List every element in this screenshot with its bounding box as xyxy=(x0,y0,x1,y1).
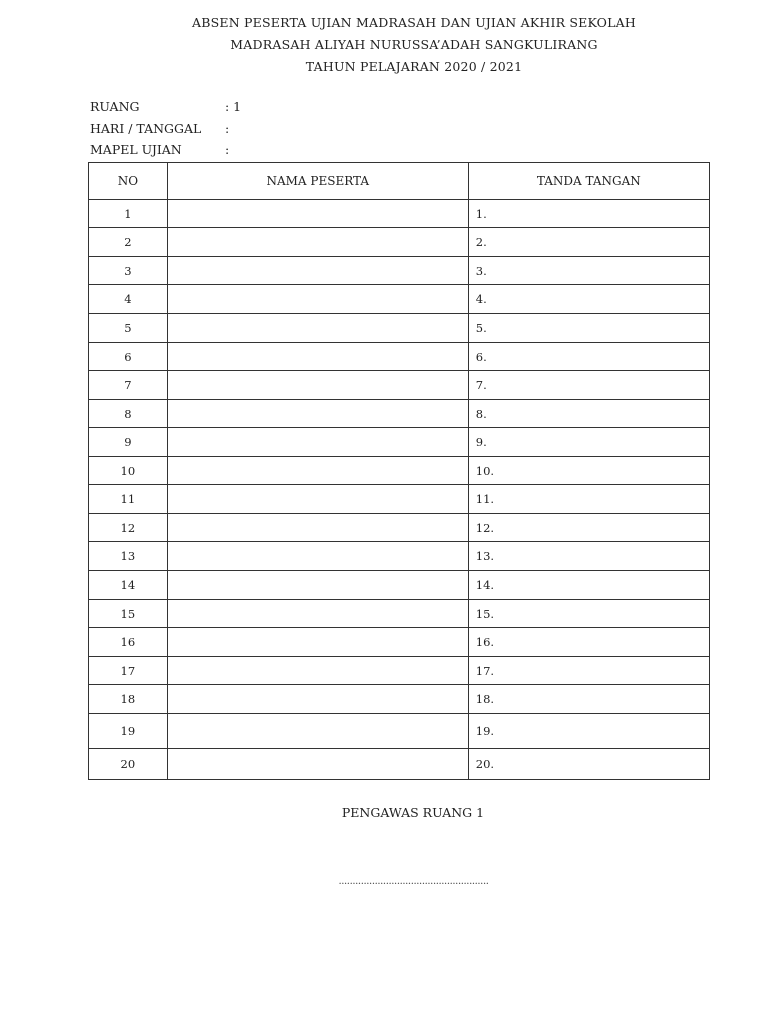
tanda-tangan-cell[interactable]: 18. xyxy=(468,685,709,714)
tanda-tangan-cell[interactable]: 6. xyxy=(468,343,709,371)
table-row xyxy=(89,485,710,514)
table-row xyxy=(89,628,710,657)
nama-peserta-cell[interactable] xyxy=(167,200,468,228)
nama-peserta-cell[interactable] xyxy=(167,343,468,371)
tanda-tangan-cell[interactable]: 10. xyxy=(468,457,709,485)
row-number: 16 xyxy=(89,628,168,657)
hari-tanggal-label: HARI / TANGGAL xyxy=(90,120,202,136)
table-row xyxy=(89,400,710,428)
row-number: 11 xyxy=(89,485,168,514)
table-row xyxy=(89,542,710,571)
table-row xyxy=(89,457,710,485)
nama-peserta-cell[interactable] xyxy=(167,314,468,343)
tanda-tangan-cell[interactable]: 8. xyxy=(468,400,709,428)
table-row xyxy=(89,749,710,780)
ruang-row xyxy=(90,96,241,118)
row-number: 15 xyxy=(89,600,168,628)
mapel-ujian-row xyxy=(90,139,241,161)
header-title: ABSEN PESERTA UJIAN MADRASAH DAN UJIAN AKHIR SEKOLAH xyxy=(192,15,636,30)
signature-line: ...................................................... xyxy=(338,876,489,887)
tanda-tangan-cell[interactable]: 12. xyxy=(468,514,709,542)
tanda-tangan-cell[interactable]: 5. xyxy=(468,314,709,343)
row-number: 4 xyxy=(89,285,168,314)
table-row xyxy=(89,600,710,628)
row-number: 1 xyxy=(89,200,168,228)
row-number: 5 xyxy=(89,314,168,343)
row-number: 6 xyxy=(89,343,168,371)
table-header-row xyxy=(89,163,710,200)
header-school-name: MADRASAH ALIYAH NURUSSA’ADAH SANGKULIRANG xyxy=(230,37,598,52)
nama-peserta-cell[interactable] xyxy=(167,457,468,485)
row-number: 8 xyxy=(89,400,168,428)
nama-peserta-cell[interactable] xyxy=(167,657,468,685)
row-number: 13 xyxy=(89,542,168,571)
tanda-tangan-cell[interactable]: 19. xyxy=(468,714,709,749)
hari-tanggal-value: : xyxy=(225,120,230,136)
nama-peserta-cell[interactable] xyxy=(167,485,468,514)
table-row xyxy=(89,685,710,714)
tanda-tangan-cell[interactable]: 7. xyxy=(468,371,709,400)
nama-peserta-cell[interactable] xyxy=(167,628,468,657)
nama-peserta-cell[interactable] xyxy=(167,600,468,628)
nama-peserta-cell[interactable] xyxy=(167,400,468,428)
row-number: 18 xyxy=(89,685,168,714)
nama-peserta-cell[interactable] xyxy=(167,514,468,542)
tanda-tangan-cell[interactable]: 15. xyxy=(468,600,709,628)
table-row xyxy=(89,257,710,285)
exam-info xyxy=(90,96,241,161)
tanda-tangan-cell[interactable]: 20. xyxy=(468,749,709,780)
table-row xyxy=(89,200,710,228)
nama-peserta-cell[interactable] xyxy=(167,371,468,400)
row-number: 3 xyxy=(89,257,168,285)
tanda-tangan-cell[interactable]: 16. xyxy=(468,628,709,657)
tanda-tangan-cell[interactable]: 2. xyxy=(468,228,709,257)
row-number: 10 xyxy=(89,457,168,485)
tanda-tangan-cell[interactable]: 9. xyxy=(468,428,709,457)
row-number: 7 xyxy=(89,371,168,400)
table-row xyxy=(89,228,710,257)
header-tanda-tangan: TANDA TANGAN xyxy=(468,163,709,200)
table-row xyxy=(89,514,710,542)
mapel-ujian-label: MAPEL UJIAN xyxy=(90,142,182,157)
nama-peserta-cell[interactable] xyxy=(167,228,468,257)
document-header xyxy=(0,12,768,78)
table-row xyxy=(89,285,710,314)
row-number: 2 xyxy=(89,228,168,257)
row-number: 14 xyxy=(89,571,168,600)
table-row xyxy=(89,371,710,400)
tanda-tangan-cell[interactable]: 1. xyxy=(468,200,709,228)
tanda-tangan-cell[interactable]: 3. xyxy=(468,257,709,285)
table-row xyxy=(89,343,710,371)
header-nama-peserta: NAMA PESERTA xyxy=(167,163,468,200)
table-row xyxy=(89,657,710,685)
row-number: 17 xyxy=(89,657,168,685)
pengawas-title: PENGAWAS RUANG 1 xyxy=(341,805,485,820)
nama-peserta-cell[interactable] xyxy=(167,428,468,457)
attendance-table xyxy=(88,162,710,780)
header-academic-year: TAHUN PELAJARAN 2020 / 2021 xyxy=(305,59,523,74)
tanda-tangan-cell[interactable]: 13. xyxy=(468,542,709,571)
tanda-tangan-cell[interactable]: 4. xyxy=(468,285,709,314)
row-number: 20 xyxy=(89,749,168,780)
nama-peserta-cell[interactable] xyxy=(167,285,468,314)
nama-peserta-cell[interactable] xyxy=(167,685,468,714)
nama-peserta-cell[interactable] xyxy=(167,714,468,749)
row-number: 9 xyxy=(89,428,168,457)
header-no: NO xyxy=(89,163,168,200)
row-number: 19 xyxy=(89,714,168,749)
tanda-tangan-cell[interactable]: 14. xyxy=(468,571,709,600)
mapel-ujian-value: : xyxy=(225,142,230,157)
table-row xyxy=(89,714,710,749)
table-body xyxy=(89,200,710,780)
table-row xyxy=(89,428,710,457)
tanda-tangan-cell[interactable]: 11. xyxy=(468,485,709,514)
tanda-tangan-cell[interactable]: 17. xyxy=(468,657,709,685)
ruang-label: RUANG xyxy=(90,99,140,114)
row-number: 12 xyxy=(89,514,168,542)
table-row xyxy=(89,571,710,600)
nama-peserta-cell[interactable] xyxy=(167,749,468,780)
ruang-value: : 1 xyxy=(225,99,242,114)
nama-peserta-cell[interactable] xyxy=(167,571,468,600)
nama-peserta-cell[interactable] xyxy=(167,257,468,285)
hari-tanggal-row xyxy=(90,118,241,140)
table-row xyxy=(89,314,710,343)
nama-peserta-cell[interactable] xyxy=(167,542,468,571)
